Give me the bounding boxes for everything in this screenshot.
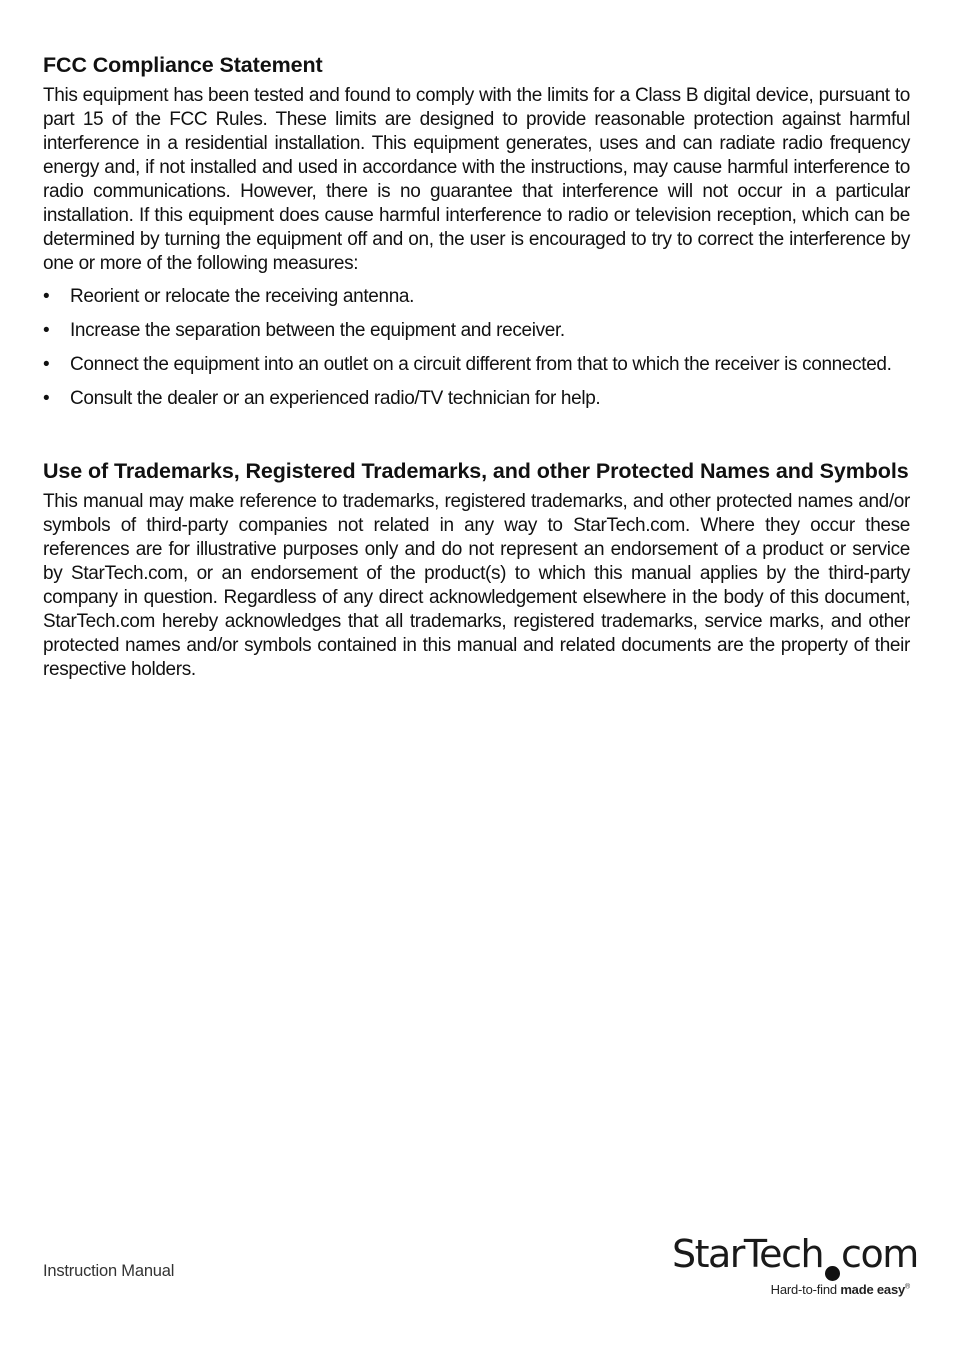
fcc-measures-list	[43, 286, 910, 410]
footer-label: Instruction Manual	[43, 1262, 175, 1280]
tagline-plain: Hard-to-find	[770, 1282, 841, 1297]
list-item	[43, 388, 910, 410]
list-item-text: Connect the equipment into an outlet on a circuit different from that to which the receiver is connected.	[70, 354, 892, 375]
logo-tagline	[771, 1282, 910, 1297]
list-item-text: Consult the dealer or an experienced radio/TV technician for help.	[70, 388, 601, 409]
list-item	[43, 286, 910, 308]
document-page	[43, 52, 910, 682]
logo-wordmark	[672, 1232, 918, 1281]
list-item-text: Increase the separation between the equipment and receiver.	[70, 320, 565, 341]
tagline-bold: made easy	[840, 1282, 906, 1297]
registered-mark: ®	[905, 1283, 910, 1291]
trademarks-paragraph: This manual may make reference to trademarks, registered trademarks, and other protected names and/or symbols of third-party companies not related in any way to StarTech.com. Where they occur these references are for illustrative purposes only and do not represent an endorsement of a product or service by StarTech.com, or an endorsement of the product(s) to which this manual applies by the third-party company in question. Regardless of any direct acknowledgement elsewhere in the body of this document, StarTech.com hereby acknowledges that all trademarks, registered trademarks, service marks, and other protected names and/or symbols contained in this manual and related documents are the property of their respective holders.	[43, 491, 910, 680]
bullet-icon: •	[43, 354, 50, 375]
fcc-paragraph: This equipment has been tested and found to comply with the limits for a Class B digital device, pursuant to part 15 of the FCC Rules. These limits are designed to provide reasonable protection against harmful interference in a residential installation. This equipment generates, uses and can radiate radio frequency energy and, if not installed and used in accordance with the instructions, may cause harmful interference to radio communications. However, there is no guarantee that interference will not occur in a particular installation. If this equipment does cause harmful interference to radio or television reception, which can be determined by turning the equipment off and on, the user is encouraged to try to correct the interference by one or more of the following measures:	[43, 85, 910, 274]
logo-brand-part1: StarTech	[672, 1232, 824, 1276]
list-item	[43, 320, 910, 342]
startech-logo	[672, 1232, 918, 1304]
fcc-section	[43, 52, 910, 410]
bullet-icon: •	[43, 388, 50, 409]
bullet-icon: •	[43, 320, 50, 341]
fcc-heading: FCC Compliance Statement	[43, 53, 323, 77]
logo-brand-part2: com	[841, 1232, 918, 1276]
logo-dot-icon	[825, 1266, 840, 1281]
bullet-icon: •	[43, 286, 50, 307]
list-item-text: Reorient or relocate the receiving antenna.	[70, 286, 415, 307]
trademarks-heading: Use of Trademarks, Registered Trademarks, and other Protected Names and Symbols	[43, 459, 909, 483]
list-item	[43, 354, 910, 376]
trademarks-section	[43, 458, 910, 682]
